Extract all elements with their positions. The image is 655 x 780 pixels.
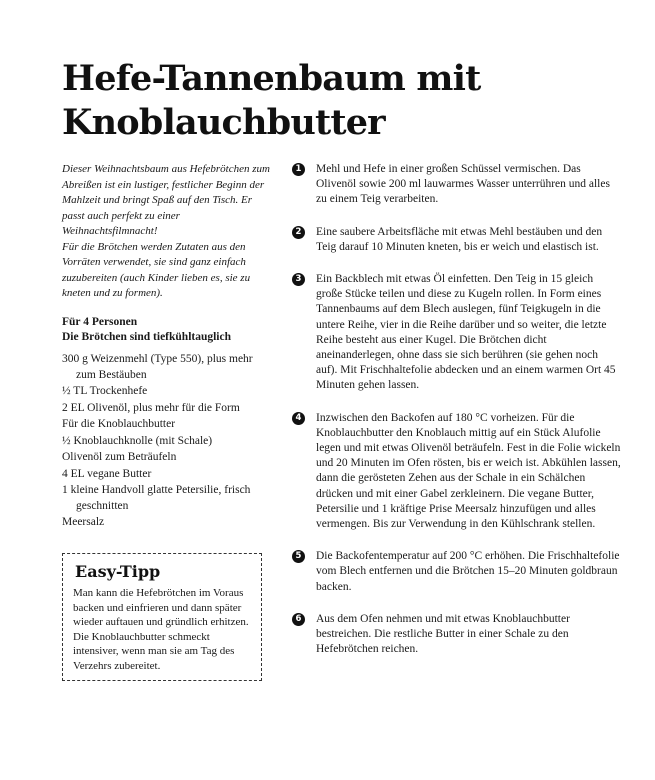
step-text: Inzwischen den Backofen auf 180 °C vorheizen. Für die Knoblauchbutter den Knoblauch mittig auf ein Stück Alufolie legen und mit etwas Olivenöl beträufeln. Fest in die Folie wickeln und 20 Minuten im Ofen rösten, bis er weich ist. Abkühlen lassen, dann die gerösteten Zehen aus der Schale in ein Schälchen drücken und mit einer Gabel zerkleinern. Die vegane Butter, Petersilie und 1 kräftige Prise Meersalz hinzufügen und alles vermengen. Bis zur Verwendung in den Kühlschrank stellen. — [316, 411, 621, 531]
recipe-title — [62, 57, 622, 145]
recipe-title-line-2: Knoblauchbutter — [62, 102, 385, 144]
step-text: Ein Backblech mit etwas Öl einfetten. Den Teig in 15 gleich große Stücke teilen und diese zu Kugeln rollen. In Form eines Tannenbaums auf dem Blech auslegen, fünf Teigkugeln in die untere Reihe, vier in die Reihe darüber und so weiter, die letzte Reihe besteht aus einer Kugel. Die Brötchen dicht aneinanderlegen, ohne dass sie sich berühren (sie gehen noch auf). Mit Frischhaltefolie abdecken und an einem warmen Ort 45 Minuten gehen lassen. — [316, 273, 616, 392]
step-text: Aus dem Ofen nehmen und mit etwas Knoblauchbutter bestreichen. Die restliche Butter in einer Schale zu den Hefebrötchen reichen. — [316, 612, 570, 656]
step-text: Eine saubere Arbeitsfläche mit etwas Mehl bestäuben und den Teig darauf 10 Minuten kneten, bis er weich und elastisch ist. — [316, 225, 603, 253]
easy-tip-title: Easy-Tipp — [75, 562, 161, 581]
ingredient-item: 4 EL vegane Butter — [62, 467, 152, 480]
ingredient-item: Olivenöl zum Beträufeln — [62, 451, 177, 463]
ingredient-item: 300 g Weizenmehl (Type 550), plus mehr zum Bestäuben — [62, 353, 253, 381]
easy-tip-text: Man kann die Hefebrötchen im Voraus backen und einfrieren und dann später wieder auftauen und gründlich erhitzen. Die Knoblauchbutter schmeckt intensiver, wenn man sie am Tag des Verzehrs zubereitet. — [73, 587, 249, 672]
ingredient-item: ½ Knoblauchknolle (mit Schale) — [62, 434, 213, 447]
intro-text — [62, 162, 274, 302]
servings-info — [62, 315, 274, 345]
step-number-badge: 2 — [292, 226, 305, 239]
freezer-note: Die Brötchen sind tiefkühltauglich — [62, 331, 232, 343]
step-item — [292, 225, 622, 255]
step-number-badge: 4 — [292, 412, 305, 425]
ingredient-item: Meersalz — [62, 516, 105, 528]
easy-tip-box — [62, 553, 262, 681]
recipe-title-line-1: Hefe-Tannenbaum mit — [62, 58, 481, 100]
ingredient-item: 1 kleine Handvoll glatte Petersilie, frisch geschnitten — [62, 484, 251, 512]
step-item — [292, 549, 622, 595]
ingredient-item: Für die Knoblauchbutter — [62, 418, 176, 430]
step-text: Die Backofentemperatur auf 200 °C erhöhen. Die Frischhaltefolie vom Blech entfernen und die Brötchen 15–20 Minuten goldbraun backen. — [316, 550, 620, 593]
step-text: Mehl und Hefe in einer großen Schüssel vermischen. Das Olivenöl sowie 200 ml lauwarmes Wasser unterrühren und alles zu einem Teig verarbeiten. — [316, 163, 610, 206]
step-number-badge: 6 — [292, 613, 305, 626]
step-item — [292, 612, 622, 658]
servings-count: Für 4 Personen — [62, 316, 138, 328]
step-number-badge: 5 — [292, 550, 305, 563]
step-item — [292, 272, 622, 394]
intro-paragraph-1: Dieser Weihnachtsbaum aus Hefebrötchen zum Abreißen ist ein lustiger, festlicher Beginn der Mahlzeit und bringt Spaß auf den Tisch. Er passt auch perfekt zu einer Weihnachtsfilmnacht! — [62, 163, 270, 237]
step-item — [292, 162, 622, 208]
step-item — [292, 411, 622, 533]
instruction-steps — [292, 162, 622, 674]
intro-paragraph-2: Für die Brötchen werden Zutaten aus den Vorräten verwendet, sie sind ganz einfach zuzubereiten (auch Kinder lieben es, sie zu kneten und zu formen). — [62, 240, 251, 299]
ingredient-item: ½ TL Trockenhefe — [62, 385, 148, 397]
step-number-badge: 3 — [292, 273, 305, 286]
step-number-badge: 1 — [292, 163, 305, 176]
ingredient-item: 2 EL Olivenöl, plus mehr für die Form — [62, 401, 240, 414]
ingredient-list — [62, 352, 274, 532]
